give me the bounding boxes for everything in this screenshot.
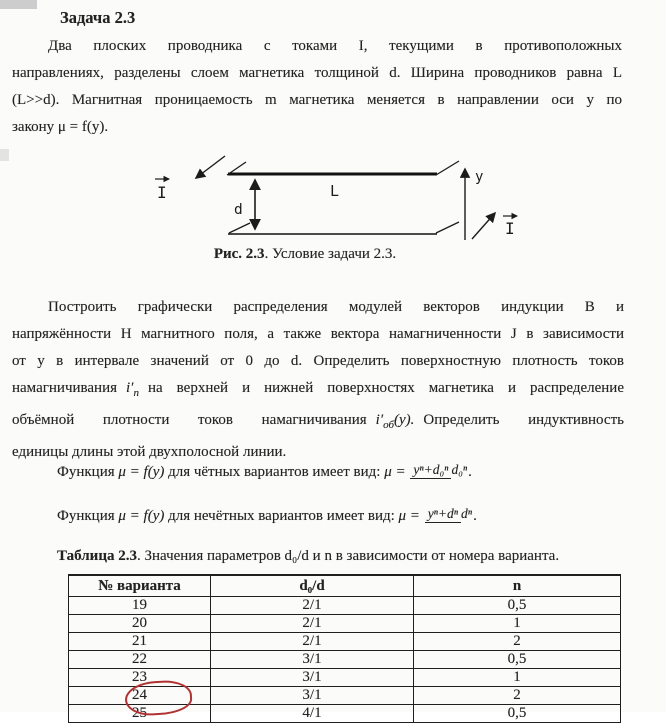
table-header-row (69, 575, 621, 597)
cell-variant: 22 (69, 651, 211, 669)
symbol-subscript: п (133, 387, 139, 399)
figure-caption (0, 246, 610, 263)
cell-n: 0,5 (414, 651, 621, 669)
task-paragraph (12, 294, 624, 466)
table-row-partial (69, 705, 621, 723)
text-line: направлениях, разделены слоем магнетика толщиной d. Ширина проводников равна L (12, 65, 622, 81)
mu-function: μ = f(y) (118, 508, 165, 524)
text-run: на верхней и нижней поверхностях магнетика и распределение (147, 380, 624, 396)
text-line (12, 375, 624, 407)
text-run: Функция (57, 464, 119, 480)
symbol-base: i′ (126, 380, 134, 396)
cell-d0d: 3/1 (211, 669, 414, 687)
cell-d0d: 3/1 (211, 651, 414, 669)
cell-d0d: 2/1 (211, 597, 414, 615)
text-line: Построить графически распределения модулей векторов индукции B и (48, 299, 624, 315)
symbol-argument: (y). (394, 412, 415, 428)
top-right-edge (436, 161, 459, 175)
cell-variant: 24 (69, 687, 211, 705)
cell-variant: 21 (69, 633, 211, 651)
cell-n: 2 (414, 687, 621, 705)
table-row-highlighted (69, 687, 621, 705)
surface-current-symbol (126, 380, 139, 399)
cell-n: 1 (414, 669, 621, 687)
condition-figure (0, 148, 666, 252)
fraction-denominator: dⁿ (461, 506, 473, 522)
text-run: для чётных вариантов имеет вид: (164, 464, 385, 480)
variants-table (68, 574, 621, 723)
header-variant: № варианта (69, 575, 211, 597)
text-run: объёмной плотности токов намагничивания (12, 412, 367, 428)
current-arrow-left (196, 156, 225, 178)
figure-caption-text: . Условие задачи 2.3. (264, 246, 397, 262)
text-run: . (468, 464, 472, 480)
formula-odd-variants (57, 508, 477, 525)
current-arrow-right (472, 213, 495, 239)
symbol-base: i′ (375, 412, 384, 428)
task-title: Задача 2.3 (60, 8, 136, 27)
text-line: (L>>d). Магнитная проницаемость m магнетика меняется в направлении оси y по (12, 92, 622, 108)
text-run: Функция (57, 508, 119, 524)
text-run: . (473, 508, 477, 524)
fraction (410, 462, 467, 478)
cell-n: 0,5 (414, 705, 621, 723)
header-d0d: d₀/d (211, 575, 414, 597)
y-axis-label: y (475, 169, 484, 185)
fraction-denominator: d₀ⁿ (451, 462, 468, 478)
cell-variant: 19 (69, 597, 211, 615)
current-right-label: I (505, 219, 515, 238)
text-run: для нечётных вариантов имеет вид: (164, 508, 399, 524)
fraction-numerator: yⁿ+d₀ⁿ (410, 462, 451, 479)
text-line: закону μ = f(y). (12, 119, 109, 135)
symbol-subscript: об (383, 419, 395, 431)
text-line (12, 407, 624, 439)
table-caption-number: Таблица 2.3 (57, 548, 137, 564)
fraction (425, 506, 472, 522)
cell-d0d: 4/1 (211, 705, 414, 723)
text-line: от y в интервале значений от 0 до d. Определить поверхностную плотность токов (12, 353, 624, 369)
table-row (69, 633, 621, 651)
fraction-numerator: yⁿ+dⁿ (425, 506, 461, 523)
cell-variant: 23 (69, 669, 211, 687)
volume-current-symbol (375, 412, 415, 431)
header-n: n (414, 575, 621, 597)
cell-d0d: 2/1 (211, 633, 414, 651)
scan-artifact-top (0, 0, 37, 9)
text-line: напряжённости H магнитного поля, а также вектора намагниченности J в зависимости (12, 326, 624, 342)
formula-even-variants (57, 464, 472, 481)
current-left-label: I (157, 183, 167, 202)
intro-paragraph (12, 33, 622, 141)
table-caption (57, 548, 559, 565)
table-row (69, 651, 621, 669)
cell-n: 1 (414, 615, 621, 633)
mu-lhs: μ = (384, 464, 406, 480)
bottom-left-edge (229, 223, 250, 233)
mu-function: μ = f(y) (118, 464, 165, 480)
length-label: L (330, 182, 340, 200)
figure-caption-number: Рис. 2.3 (213, 246, 265, 262)
text-run: Определить индуктивность (423, 412, 624, 428)
table-row (69, 615, 621, 633)
cell-variant: 25 (69, 705, 211, 723)
thickness-label: d (234, 202, 243, 218)
text-run: намагничивания (12, 380, 118, 396)
cell-variant: 20 (69, 615, 211, 633)
table-row (69, 669, 621, 687)
cell-n: 2 (414, 633, 621, 651)
cell-d0d: 2/1 (211, 615, 414, 633)
mu-lhs: μ = (398, 508, 420, 524)
cell-d0d: 3/1 (211, 687, 414, 705)
cell-n: 0,5 (414, 597, 621, 615)
table-caption-text: . Значения параметров d₀/d и n в зависимости от номера варианта. (136, 548, 560, 564)
text-line: единицы длины этой двухполосной линии. (12, 444, 287, 460)
table-row (69, 597, 621, 615)
bottom-right-edge (436, 222, 459, 233)
text-line: Два плоских проводника с токами I, текущими в противоположных (48, 38, 622, 54)
